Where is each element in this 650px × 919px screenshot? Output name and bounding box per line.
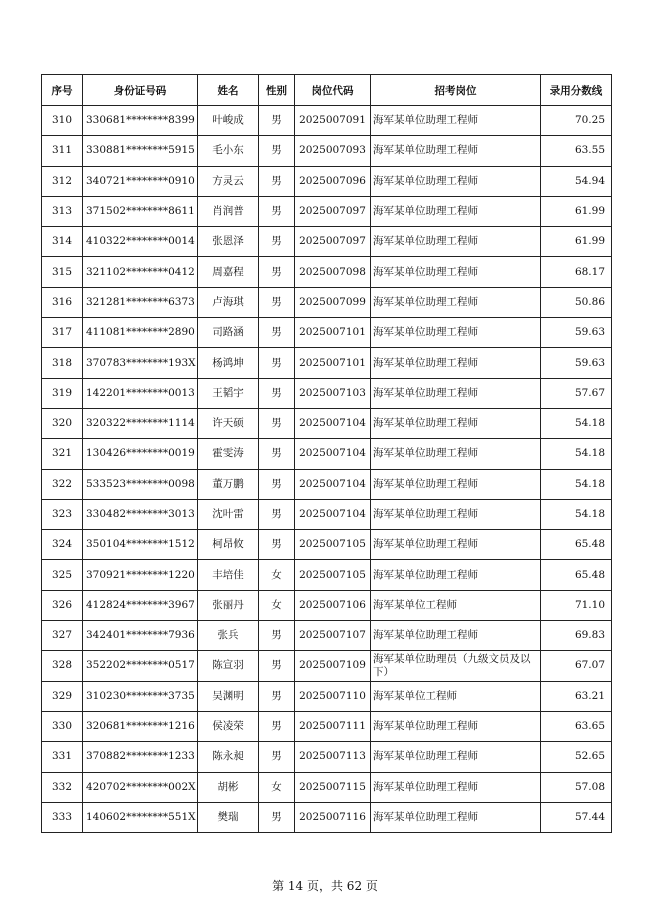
cell-score: 50.86 xyxy=(541,287,612,317)
cell-post-code: 2025007105 xyxy=(295,560,371,590)
header-row xyxy=(42,75,612,106)
table-row xyxy=(42,499,612,529)
cell-id-number: 370921********1220 xyxy=(83,560,198,590)
cell-sex: 男 xyxy=(259,530,295,560)
cell-index: 310 xyxy=(42,106,83,136)
table-row xyxy=(42,621,612,651)
cell-post-code: 2025007113 xyxy=(295,742,371,772)
cell-sex: 男 xyxy=(259,227,295,257)
cell-post: 海军某单位助理工程师 xyxy=(371,772,541,802)
cell-id-number: 352202********0517 xyxy=(83,651,198,681)
cell-id-number: 320681********1216 xyxy=(83,711,198,741)
cell-name: 胡彬 xyxy=(198,772,259,802)
cell-name: 樊瑞 xyxy=(198,802,259,832)
cell-post-code: 2025007098 xyxy=(295,257,371,287)
page-footer: 第 14 页，共 62 页 xyxy=(272,879,378,893)
cell-sex: 男 xyxy=(259,711,295,741)
table-row xyxy=(42,287,612,317)
cell-sex: 男 xyxy=(259,439,295,469)
cell-post: 海军某单位助理工程师 xyxy=(371,378,541,408)
table-row xyxy=(42,681,612,711)
cell-id-number: 533523********0098 xyxy=(83,469,198,499)
cell-score: 63.21 xyxy=(541,681,612,711)
table-body xyxy=(42,106,612,833)
cell-index: 317 xyxy=(42,318,83,348)
cell-id-number: 140602********551X xyxy=(83,802,198,832)
cell-post-code: 2025007110 xyxy=(295,681,371,711)
cell-score: 63.65 xyxy=(541,711,612,741)
cell-post: 海军某单位助理工程师 xyxy=(371,560,541,590)
cell-name: 卢海琪 xyxy=(198,287,259,317)
cell-index: 323 xyxy=(42,499,83,529)
cell-post: 海军某单位助理工程师 xyxy=(371,530,541,560)
cell-post-code: 2025007109 xyxy=(295,651,371,681)
cell-id-number: 342401********7936 xyxy=(83,621,198,651)
cell-score: 65.48 xyxy=(541,530,612,560)
cell-index: 316 xyxy=(42,287,83,317)
cell-name: 吴渊明 xyxy=(198,681,259,711)
col-header-sex: 性别 xyxy=(259,75,295,106)
cell-index: 312 xyxy=(42,166,83,196)
cell-id-number: 412824********3967 xyxy=(83,590,198,620)
cell-score: 54.18 xyxy=(541,408,612,438)
cell-post-code: 2025007106 xyxy=(295,590,371,620)
cell-sex: 女 xyxy=(259,772,295,802)
cell-id-number: 321102********0412 xyxy=(83,257,198,287)
cell-index: 326 xyxy=(42,590,83,620)
table-header xyxy=(42,75,612,106)
cell-post: 海军某单位助理工程师 xyxy=(371,106,541,136)
cell-post-code: 2025007096 xyxy=(295,166,371,196)
cell-name: 柯昂攸 xyxy=(198,530,259,560)
cell-post-code: 2025007104 xyxy=(295,408,371,438)
cell-post-code: 2025007104 xyxy=(295,439,371,469)
cell-index: 333 xyxy=(42,802,83,832)
cell-index: 329 xyxy=(42,681,83,711)
admission-table xyxy=(41,74,612,833)
cell-post: 海军某单位助理工程师 xyxy=(371,227,541,257)
table-row xyxy=(42,560,612,590)
cell-id-number: 330681********8399 xyxy=(83,106,198,136)
cell-post: 海军某单位助理工程师 xyxy=(371,196,541,226)
cell-sex: 男 xyxy=(259,318,295,348)
cell-name: 张兵 xyxy=(198,621,259,651)
cell-id-number: 330881********5915 xyxy=(83,136,198,166)
cell-score: 67.07 xyxy=(541,651,612,681)
table-row xyxy=(42,378,612,408)
cell-name: 陈永昶 xyxy=(198,742,259,772)
cell-id-number: 142201********0013 xyxy=(83,378,198,408)
cell-index: 327 xyxy=(42,621,83,651)
cell-sex: 男 xyxy=(259,499,295,529)
cell-post: 海军某单位助理工程师 xyxy=(371,136,541,166)
table-row xyxy=(42,590,612,620)
cell-index: 331 xyxy=(42,742,83,772)
cell-post: 海军某单位助理工程师 xyxy=(371,318,541,348)
cell-id-number: 410322********0014 xyxy=(83,227,198,257)
cell-index: 325 xyxy=(42,560,83,590)
cell-post: 海军某单位助理员（九级文员及以下） xyxy=(371,651,541,681)
cell-name: 丰培佳 xyxy=(198,560,259,590)
cell-score: 59.63 xyxy=(541,318,612,348)
cell-name: 周嘉程 xyxy=(198,257,259,287)
cell-index: 319 xyxy=(42,378,83,408)
table-row xyxy=(42,439,612,469)
cell-post-code: 2025007093 xyxy=(295,136,371,166)
cell-index: 322 xyxy=(42,469,83,499)
col-header-post: 招考岗位 xyxy=(371,75,541,106)
cell-index: 328 xyxy=(42,651,83,681)
table-row xyxy=(42,227,612,257)
cell-name: 毛小东 xyxy=(198,136,259,166)
cell-id-number: 350104********1512 xyxy=(83,530,198,560)
cell-index: 315 xyxy=(42,257,83,287)
cell-score: 59.63 xyxy=(541,348,612,378)
cell-index: 313 xyxy=(42,196,83,226)
cell-name: 许天硕 xyxy=(198,408,259,438)
cell-sex: 女 xyxy=(259,590,295,620)
table-row xyxy=(42,711,612,741)
cell-sex: 男 xyxy=(259,287,295,317)
cell-name: 张恩泽 xyxy=(198,227,259,257)
cell-index: 318 xyxy=(42,348,83,378)
cell-score: 61.99 xyxy=(541,227,612,257)
cell-index: 320 xyxy=(42,408,83,438)
table-row xyxy=(42,318,612,348)
cell-name: 王韬宇 xyxy=(198,378,259,408)
cell-score: 63.55 xyxy=(541,136,612,166)
cell-score: 54.18 xyxy=(541,439,612,469)
table-row xyxy=(42,651,612,681)
cell-sex: 男 xyxy=(259,742,295,772)
cell-post-code: 2025007116 xyxy=(295,802,371,832)
cell-sex: 男 xyxy=(259,469,295,499)
cell-score: 54.94 xyxy=(541,166,612,196)
cell-name: 肖润普 xyxy=(198,196,259,226)
cell-sex: 男 xyxy=(259,408,295,438)
cell-sex: 男 xyxy=(259,681,295,711)
col-header-post-code: 岗位代码 xyxy=(295,75,371,106)
cell-sex: 男 xyxy=(259,621,295,651)
cell-post: 海军某单位助理工程师 xyxy=(371,621,541,651)
cell-id-number: 420702********002X xyxy=(83,772,198,802)
cell-id-number: 370783********193X xyxy=(83,348,198,378)
cell-name: 司路涵 xyxy=(198,318,259,348)
cell-post: 海军某单位助理工程师 xyxy=(371,499,541,529)
cell-index: 332 xyxy=(42,772,83,802)
cell-score: 61.99 xyxy=(541,196,612,226)
cell-index: 321 xyxy=(42,439,83,469)
cell-name: 张丽丹 xyxy=(198,590,259,620)
cell-post-code: 2025007097 xyxy=(295,196,371,226)
cell-sex: 男 xyxy=(259,196,295,226)
cell-name: 叶峻成 xyxy=(198,106,259,136)
cell-post-code: 2025007107 xyxy=(295,621,371,651)
cell-index: 311 xyxy=(42,136,83,166)
table-row xyxy=(42,742,612,772)
cell-sex: 男 xyxy=(259,136,295,166)
table-row xyxy=(42,196,612,226)
cell-index: 330 xyxy=(42,711,83,741)
cell-score: 65.48 xyxy=(541,560,612,590)
table-row xyxy=(42,408,612,438)
cell-post: 海军某单位助理工程师 xyxy=(371,257,541,287)
cell-name: 沈叶雷 xyxy=(198,499,259,529)
cell-index: 314 xyxy=(42,227,83,257)
cell-id-number: 330482********3013 xyxy=(83,499,198,529)
cell-post: 海军某单位工程师 xyxy=(371,681,541,711)
table-row xyxy=(42,772,612,802)
cell-score: 54.18 xyxy=(541,499,612,529)
table-row xyxy=(42,348,612,378)
cell-score: 70.25 xyxy=(541,106,612,136)
cell-score: 57.67 xyxy=(541,378,612,408)
cell-id-number: 320322********1114 xyxy=(83,408,198,438)
cell-post-code: 2025007103 xyxy=(295,378,371,408)
cell-post: 海军某单位工程师 xyxy=(371,590,541,620)
cell-name: 董万鹏 xyxy=(198,469,259,499)
cell-post-code: 2025007115 xyxy=(295,772,371,802)
cell-sex: 男 xyxy=(259,802,295,832)
cell-name: 陈宣羽 xyxy=(198,651,259,681)
cell-sex: 男 xyxy=(259,166,295,196)
cell-sex: 女 xyxy=(259,560,295,590)
cell-post: 海军某单位助理工程师 xyxy=(371,408,541,438)
cell-name: 侯凌荣 xyxy=(198,711,259,741)
cell-score: 69.83 xyxy=(541,621,612,651)
table-row xyxy=(42,106,612,136)
cell-post-code: 2025007099 xyxy=(295,287,371,317)
cell-post-code: 2025007105 xyxy=(295,530,371,560)
cell-post: 海军某单位助理工程师 xyxy=(371,166,541,196)
cell-id-number: 371502********8611 xyxy=(83,196,198,226)
cell-score: 54.18 xyxy=(541,469,612,499)
cell-id-number: 321281********6373 xyxy=(83,287,198,317)
cell-score: 57.44 xyxy=(541,802,612,832)
cell-id-number: 310230********3735 xyxy=(83,681,198,711)
cell-score: 52.65 xyxy=(541,742,612,772)
cell-post-code: 2025007101 xyxy=(295,318,371,348)
cell-post: 海军某单位助理工程师 xyxy=(371,287,541,317)
cell-post: 海军某单位助理工程师 xyxy=(371,711,541,741)
cell-sex: 男 xyxy=(259,378,295,408)
cell-post-code: 2025007104 xyxy=(295,499,371,529)
cell-score: 68.17 xyxy=(541,257,612,287)
table-row xyxy=(42,530,612,560)
table-row xyxy=(42,166,612,196)
cell-index: 324 xyxy=(42,530,83,560)
col-header-score: 录用分数线 xyxy=(541,75,612,106)
cell-name: 方灵云 xyxy=(198,166,259,196)
cell-id-number: 130426********0019 xyxy=(83,439,198,469)
cell-name: 霍雯涛 xyxy=(198,439,259,469)
cell-post-code: 2025007097 xyxy=(295,227,371,257)
table-row xyxy=(42,136,612,166)
col-header-id-number: 身份证号码 xyxy=(83,75,198,106)
cell-post: 海军某单位助理工程师 xyxy=(371,742,541,772)
cell-post-code: 2025007091 xyxy=(295,106,371,136)
cell-post: 海军某单位助理工程师 xyxy=(371,439,541,469)
cell-sex: 男 xyxy=(259,348,295,378)
cell-sex: 男 xyxy=(259,257,295,287)
cell-id-number: 370882********1233 xyxy=(83,742,198,772)
cell-score: 71.10 xyxy=(541,590,612,620)
cell-post-code: 2025007111 xyxy=(295,711,371,741)
cell-post-code: 2025007104 xyxy=(295,469,371,499)
cell-post-code: 2025007101 xyxy=(295,348,371,378)
cell-sex: 男 xyxy=(259,651,295,681)
cell-post: 海军某单位助理工程师 xyxy=(371,802,541,832)
cell-name: 杨鸿坤 xyxy=(198,348,259,378)
cell-id-number: 340721********0910 xyxy=(83,166,198,196)
col-header-name: 姓名 xyxy=(198,75,259,106)
cell-post: 海军某单位助理工程师 xyxy=(371,469,541,499)
cell-score: 57.08 xyxy=(541,772,612,802)
table-row xyxy=(42,257,612,287)
table-row xyxy=(42,469,612,499)
cell-sex: 男 xyxy=(259,106,295,136)
table-row xyxy=(42,802,612,832)
col-header-index: 序号 xyxy=(42,75,83,106)
cell-id-number: 411081********2890 xyxy=(83,318,198,348)
cell-post: 海军某单位助理工程师 xyxy=(371,348,541,378)
